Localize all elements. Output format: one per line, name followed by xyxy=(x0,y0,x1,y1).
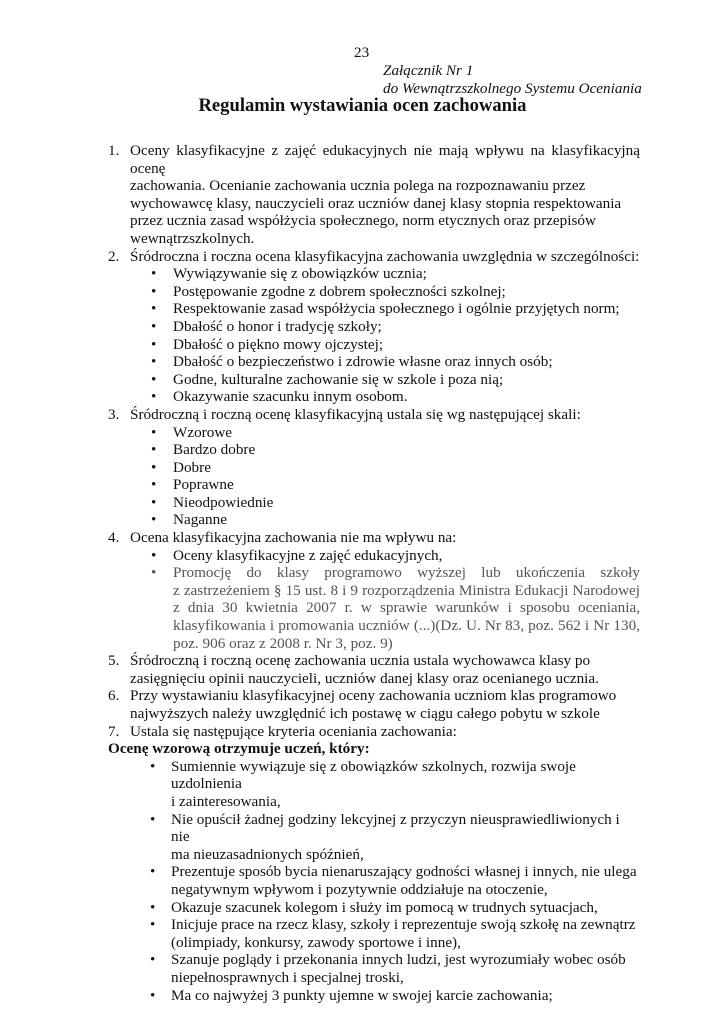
bullet-item: • Poprawne xyxy=(151,476,234,494)
item-number: 2. xyxy=(108,247,120,265)
bullet-item: • Dbałość o bezpieczeństwo i zdrowie własne oraz innych osób; xyxy=(151,353,553,371)
bullet-item: • Wywiązywanie się z obowiązków ucznia; xyxy=(151,265,427,283)
item-number: 1. xyxy=(108,142,120,159)
bullet-line: z dnia 30 kwietnia 2007 r. w sprawie warunków i sposobu oceniania, xyxy=(173,599,640,617)
bullet-line: poz. 906 oraz z 2008 r. Nr 3, poz. 9) xyxy=(173,634,393,652)
document-body xyxy=(108,142,640,1004)
item-line: zachowania. Ocenianie zachowania ucznia polega na rozpoznawaniu przez xyxy=(130,177,586,195)
item2-bullet-list xyxy=(108,265,640,406)
bullet-item: • Oceny klasyfikacyjne z zajęć edukacyjnych, xyxy=(151,546,443,564)
bullet-item xyxy=(108,564,640,652)
bullet-item: • Dbałość o honor i tradycję szkoły; xyxy=(151,317,382,335)
bullet-item: • Okazywanie szacunku innym osobom. xyxy=(151,388,408,406)
item-line: Śródroczną i roczną ocenę klasyfikacyjną ustala się wg następującej skali: xyxy=(130,405,581,423)
item-line: Ustala się następujące kryteria oceniania zachowania: xyxy=(130,722,457,740)
bullet-item: • Bardzo dobre xyxy=(151,441,256,459)
bullet-icon: • xyxy=(150,810,156,828)
item-line: wewnątrzszkolnych. xyxy=(130,229,255,247)
item-line: przez ucznia zasad współżycia społecznego, norm etycznych oraz przepisów xyxy=(130,212,596,230)
attachment-subtitle: do Wewnątrzszkolnego Systemu Oceniania xyxy=(383,80,642,97)
bullet-icon: • xyxy=(150,916,156,934)
bullet-icon: • xyxy=(150,757,156,775)
item-line: Śródroczna i roczna ocena klasyfikacyjna zachowania uwzględnia w szczególności: xyxy=(130,247,640,265)
bullet-icon: • xyxy=(151,317,157,335)
item-number: 3. xyxy=(108,405,120,423)
bullet-item: • Okazuje szacunek kolegom i służy im pomocą w trudnych sytuacjach, xyxy=(150,898,598,916)
attachment-label: Załącznik Nr 1 xyxy=(383,62,474,79)
bullet-icon: • xyxy=(151,370,157,388)
page-number: 23 xyxy=(354,44,370,61)
item-line: zasięgnięciu opinii nauczycieli, uczniów danej klasy oraz ocenianego ucznia. xyxy=(130,669,599,687)
bullet-icon: • xyxy=(151,493,157,511)
wzorowa-bullet-list xyxy=(108,758,640,1004)
bullet-item: • Naganne xyxy=(151,511,227,529)
bullet-icon: • xyxy=(150,863,156,881)
bullet-item: • Inicjuje prace na rzecz klasy, szkoły i reprezentuje swoją szkołę na zewnątrz (olimpiady, konkursy, zawody sportowe i inne), xyxy=(150,916,636,951)
item-line: najwyższych należy uwzględnić ich postawę w ciągu całego pobytu w szkole xyxy=(130,705,600,722)
document-title: Regulamin wystawiania ocen zachowania xyxy=(198,95,527,116)
bullet-item: • Szanuje poglądy i przekonania innych ludzi, jest wyrozumiały wobec osób niepełnosprawnych i specjalnej troski, xyxy=(150,951,626,986)
bullet-line: Promocję do klasy programowo wyższej lub ukończenia szkoły xyxy=(173,564,640,582)
list-item-7 xyxy=(108,723,640,741)
bullet-icon: • xyxy=(151,423,157,441)
bullet-icon: • xyxy=(151,476,157,494)
bullet-icon: • xyxy=(151,388,157,406)
list-item-4 xyxy=(108,529,640,547)
item-line: Śródroczną i roczną ocenę zachowania ucznia ustala wychowawca klasy po xyxy=(130,652,591,670)
item-number: 7. xyxy=(108,722,120,740)
list-item-2 xyxy=(108,248,640,266)
bullet-icon: • xyxy=(151,511,157,529)
item-number: 5. xyxy=(108,652,120,670)
bullet-item: • Dbałość o piękno mowy ojczystej; xyxy=(151,335,384,353)
item-line: Oceny klasyfikacyjne z zajęć edukacyjnych nie mają wpływu na klasyfikacyjną ocenę xyxy=(130,142,640,177)
item4-bullet-list xyxy=(108,547,640,653)
item-number: 4. xyxy=(108,529,120,547)
bullet-item: • Sumiennie wywiązuje się z obowiązków szkolnych, rozwija swoje uzdolnienia i zainteresowania, xyxy=(150,757,576,810)
item-line: Ocena klasyfikacyjna zachowania nie ma wpływu na: xyxy=(130,529,457,547)
item3-bullet-list xyxy=(108,424,640,530)
item-line: Przy wystawianiu klasyfikacyjnej oceny zachowania uczniom klas programowo xyxy=(130,687,617,705)
bullet-line: z zastrzeżeniem § 15 ust. 8 i 9 rozporządzenia Ministra Edukacji Narodowej xyxy=(173,581,640,599)
bullet-item: • Postępowanie zgodne z dobrem społeczności szkolnej; xyxy=(151,282,506,300)
bullet-item: • Nieodpowiednie xyxy=(151,493,274,511)
bullet-icon: • xyxy=(150,898,156,916)
item-line: wychowawcę klasy, nauczycieli oraz uczniów danej klasy stopnia respektowania xyxy=(130,194,622,212)
wzorowa-heading: Ocenę wzorową otrzymuje uczeń, który: xyxy=(108,740,370,758)
bullet-item: • Nie opuścił żadnej godziny lekcyjnej z przyczyn nieusprawiedliwionych i nie ma nieuzasadnionych spóźnień, xyxy=(150,810,620,863)
bullet-icon: • xyxy=(151,353,157,371)
bullet-line: klasyfikowania i promowania uczniów (...)(Dz. U. Nr 83, poz. 562 i Nr 130, xyxy=(173,617,640,635)
item-number: 6. xyxy=(108,687,120,705)
bullet-icon: • xyxy=(151,265,157,283)
bullet-item: • Prezentuje sposób bycia nienaruszający godności własnej i innych, nie ulega negatywnym wpływom i pozytywnie oddziałuje na otoczenie, xyxy=(150,863,637,898)
bullet-icon: • xyxy=(151,335,157,353)
bullet-item: • Wzorowe xyxy=(151,423,233,441)
bullet-icon: • xyxy=(151,441,157,459)
bullet-icon: • xyxy=(150,986,156,1004)
bullet-icon: • xyxy=(151,546,157,564)
bullet-icon: • xyxy=(151,458,157,476)
list-item-1 xyxy=(108,142,640,248)
bullet-icon: • xyxy=(151,300,157,318)
bullet-item: • Godne, kulturalne zachowanie się w szkole i poza nią; xyxy=(151,370,504,388)
bullet-icon: • xyxy=(150,951,156,969)
bullet-item: • Dobre xyxy=(151,458,211,476)
list-item-5 xyxy=(108,652,640,687)
list-item-3 xyxy=(108,406,640,424)
bullet-icon: • xyxy=(151,282,157,300)
bullet-item: • Respektowanie zasad współżycia społecznego i ogólnie przyjętych norm; xyxy=(151,300,620,318)
bullet-item: • Ma co najwyżej 3 punkty ujemne w swojej karcie zachowania; xyxy=(150,986,553,1004)
bullet-icon: • xyxy=(151,564,157,582)
list-item-6 xyxy=(108,687,640,722)
